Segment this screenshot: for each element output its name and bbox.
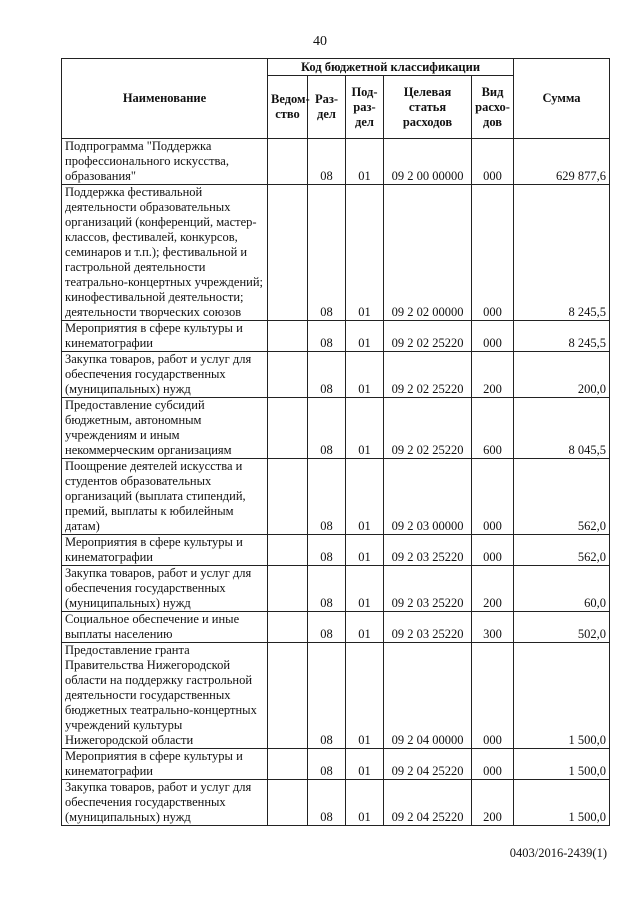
row-expense-type: 300 <box>472 612 514 643</box>
row-subsection: 01 <box>346 749 384 780</box>
row-subsection: 01 <box>346 398 384 459</box>
row-target-article: 09 2 03 00000 <box>384 459 472 535</box>
document-code: 0403/2016-2439(1) <box>509 846 607 860</box>
table-row <box>62 398 610 459</box>
header-amount: Сумма <box>514 59 610 139</box>
row-expense-type: 000 <box>472 321 514 352</box>
row-section: 08 <box>308 566 346 612</box>
header-target: Целевая статья расходов <box>384 76 472 139</box>
table-row <box>62 749 610 780</box>
row-amount: 562,0 <box>514 459 610 535</box>
row-target-article: 09 2 03 25220 <box>384 535 472 566</box>
header-section: Раз- дел <box>308 76 346 139</box>
row-subsection: 01 <box>346 643 384 749</box>
row-section: 08 <box>308 185 346 321</box>
row-amount: 60,0 <box>514 566 610 612</box>
header-expense-type: Вид расхо- дов <box>472 76 514 139</box>
row-amount: 8 045,5 <box>514 398 610 459</box>
row-subsection: 01 <box>346 535 384 566</box>
row-dept <box>268 535 308 566</box>
row-subsection: 01 <box>346 139 384 185</box>
row-dept <box>268 566 308 612</box>
row-subsection: 01 <box>346 780 384 826</box>
table-row <box>62 139 610 185</box>
row-target-article: 09 2 03 25220 <box>384 566 472 612</box>
row-section: 08 <box>308 321 346 352</box>
row-expense-type: 000 <box>472 749 514 780</box>
row-name: Поддержка фестивальной деятельности образовательных организаций (конференций, мастер-классов, фестивалей, конкурсов, семинаров и т.п.); фестивальной и гастрольной деятельности театрально-концертных учреждений; кинофестивальной деятельности; деятельности творческих союзов <box>62 185 268 321</box>
table-row <box>62 185 610 321</box>
row-name: Мероприятия в сфере культуры и кинематографии <box>62 321 268 352</box>
row-name: Подпрограмма "Поддержка профессионального искусства, образования" <box>62 139 268 185</box>
row-dept <box>268 139 308 185</box>
row-amount: 200,0 <box>514 352 610 398</box>
row-target-article: 09 2 03 25220 <box>384 612 472 643</box>
row-section: 08 <box>308 643 346 749</box>
row-expense-type: 000 <box>472 185 514 321</box>
table-body <box>62 139 610 826</box>
row-expense-type: 000 <box>472 139 514 185</box>
row-section: 08 <box>308 398 346 459</box>
row-name: Мероприятия в сфере культуры и кинематографии <box>62 749 268 780</box>
row-expense-type: 600 <box>472 398 514 459</box>
row-name: Закупка товаров, работ и услуг для обеспечения государственных (муниципальных) нужд <box>62 780 268 826</box>
row-name: Социальное обеспечение и иные выплаты населению <box>62 612 268 643</box>
header-subsection: Под- раз- дел <box>346 76 384 139</box>
row-section: 08 <box>308 612 346 643</box>
page-number: 40 <box>313 34 327 49</box>
row-section: 08 <box>308 352 346 398</box>
row-amount: 8 245,5 <box>514 321 610 352</box>
row-dept <box>268 398 308 459</box>
table-row <box>62 459 610 535</box>
row-expense-type: 000 <box>472 535 514 566</box>
row-target-article: 09 2 04 00000 <box>384 643 472 749</box>
row-name: Поощрение деятелей искусства и студентов образовательных организаций (выплата стипендий, премий, выплаты к юбилейным датам) <box>62 459 268 535</box>
row-section: 08 <box>308 535 346 566</box>
row-dept <box>268 459 308 535</box>
row-dept <box>268 352 308 398</box>
row-expense-type: 200 <box>472 352 514 398</box>
row-name: Предоставление гранта Правительства Нижегородской области на поддержку гастрольной деятельности государственных бюджетных театрально-концертных учреждений культуры Нижегородской области <box>62 643 268 749</box>
row-amount: 1 500,0 <box>514 780 610 826</box>
row-section: 08 <box>308 749 346 780</box>
table-header <box>62 59 610 139</box>
row-name: Мероприятия в сфере культуры и кинематографии <box>62 535 268 566</box>
row-amount: 1 500,0 <box>514 643 610 749</box>
row-target-article: 09 2 00 00000 <box>384 139 472 185</box>
table-row <box>62 612 610 643</box>
row-target-article: 09 2 02 25220 <box>384 398 472 459</box>
row-dept <box>268 321 308 352</box>
row-amount: 502,0 <box>514 612 610 643</box>
table-row <box>62 780 610 826</box>
row-amount: 1 500,0 <box>514 749 610 780</box>
table-row <box>62 643 610 749</box>
header-dept: Ведом- ство <box>268 76 308 139</box>
row-dept <box>268 643 308 749</box>
row-target-article: 09 2 02 25220 <box>384 352 472 398</box>
row-target-article: 09 2 04 25220 <box>384 780 472 826</box>
row-section: 08 <box>308 139 346 185</box>
row-amount: 562,0 <box>514 535 610 566</box>
table-row <box>62 352 610 398</box>
row-amount: 8 245,5 <box>514 185 610 321</box>
row-subsection: 01 <box>346 185 384 321</box>
row-dept <box>268 185 308 321</box>
row-subsection: 01 <box>346 321 384 352</box>
row-subsection: 01 <box>346 459 384 535</box>
row-subsection: 01 <box>346 566 384 612</box>
row-expense-type: 200 <box>472 566 514 612</box>
row-subsection: 01 <box>346 352 384 398</box>
table-row <box>62 566 610 612</box>
row-name: Предоставление субсидий бюджетным, автономным учреждениям и иным некоммерческим организациям <box>62 398 268 459</box>
row-expense-type: 200 <box>472 780 514 826</box>
row-expense-type: 000 <box>472 643 514 749</box>
table-row <box>62 321 610 352</box>
row-amount: 629 877,6 <box>514 139 610 185</box>
row-subsection: 01 <box>346 612 384 643</box>
row-target-article: 09 2 04 25220 <box>384 749 472 780</box>
row-target-article: 09 2 02 25220 <box>384 321 472 352</box>
row-name: Закупка товаров, работ и услуг для обеспечения государственных (муниципальных) нужд <box>62 352 268 398</box>
row-expense-type: 000 <box>472 459 514 535</box>
header-classification-group: Код бюджетной классификации <box>268 59 514 76</box>
budget-table <box>61 58 610 826</box>
row-name: Закупка товаров, работ и услуг для обеспечения государственных (муниципальных) нужд <box>62 566 268 612</box>
row-target-article: 09 2 02 00000 <box>384 185 472 321</box>
row-section: 08 <box>308 780 346 826</box>
row-dept <box>268 612 308 643</box>
row-dept <box>268 749 308 780</box>
header-name: Наименование <box>62 59 268 139</box>
row-section: 08 <box>308 459 346 535</box>
row-dept <box>268 780 308 826</box>
table-row <box>62 535 610 566</box>
